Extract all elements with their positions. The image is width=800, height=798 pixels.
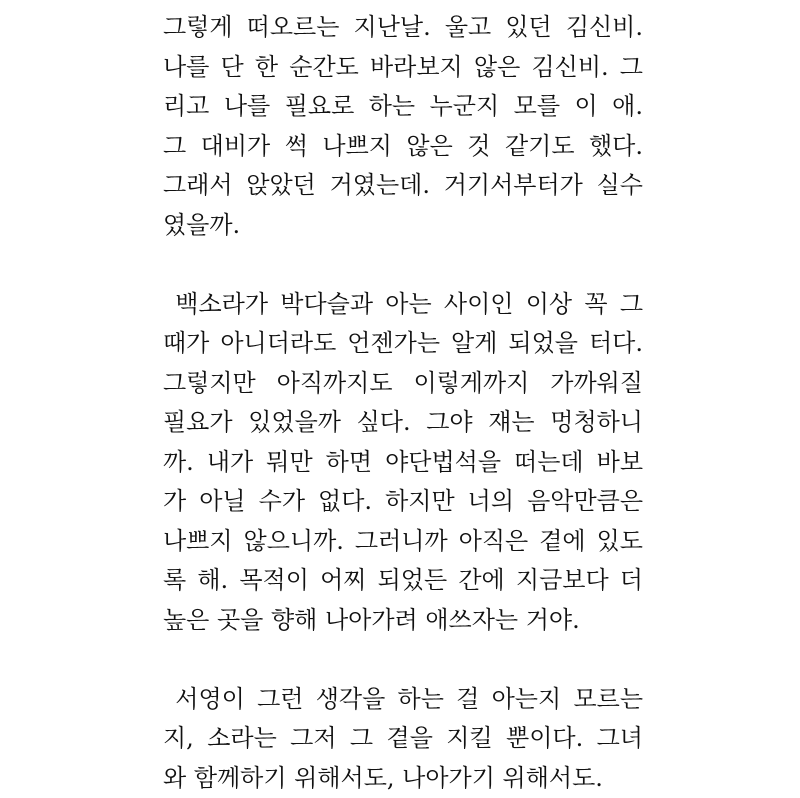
text-line: 필요가 있었을까 싶다. 그야 쟤는 멍청하니 — [163, 403, 643, 443]
text-line: 때가 아니더라도 언젠가는 알게 되었을 터다. — [163, 324, 643, 364]
text-line: 높은 곳을 향해 나아가려 애쓰자는 거야. — [163, 601, 643, 641]
paragraph-spacer — [163, 640, 643, 680]
text-line: 그렇게 떠오르는 지난날. 울고 있던 김신비. — [163, 8, 643, 48]
paragraph-spacer — [163, 245, 643, 285]
text-line: 록 해. 목적이 어찌 되었든 간에 지금보다 더 — [163, 561, 643, 601]
text-line: 까. 내가 뭐만 하면 야단법석을 떠는데 바보 — [163, 443, 643, 483]
text-line: 그 대비가 썩 나쁘지 않은 것 같기도 했다. — [163, 127, 643, 167]
text-column — [163, 8, 643, 798]
text-line: 가 아닐 수가 없다. 하지만 너의 음악만큼은 — [163, 482, 643, 522]
text-line: 서영이 그런 생각을 하는 걸 아는지 모르는 — [163, 680, 643, 720]
text-line: 였을까. — [163, 206, 643, 246]
paragraph-3 — [163, 680, 643, 798]
text-line: 나를 단 한 순간도 바라보지 않은 김신비. 그 — [163, 48, 643, 88]
text-line: 와 함께하기 위해서도, 나아가기 위해서도. — [163, 759, 643, 798]
text-line: 나쁘지 않으니까. 그러니까 아직은 곁에 있도 — [163, 522, 643, 562]
text-line: 리고 나를 필요로 하는 누군지 모를 이 애. — [163, 87, 643, 127]
text-line: 지, 소라는 그저 그 곁을 지킬 뿐이다. 그녀 — [163, 719, 643, 759]
text-line: 그렇지만 아직까지도 이렇게까지 가까워질 — [163, 364, 643, 404]
paragraph-2 — [163, 285, 643, 641]
paragraph-1 — [163, 8, 643, 245]
text-line: 백소라가 박다슬과 아는 사이인 이상 꼭 그 — [163, 285, 643, 325]
text-line: 그래서 앉았던 거였는데. 거기서부터가 실수 — [163, 166, 643, 206]
